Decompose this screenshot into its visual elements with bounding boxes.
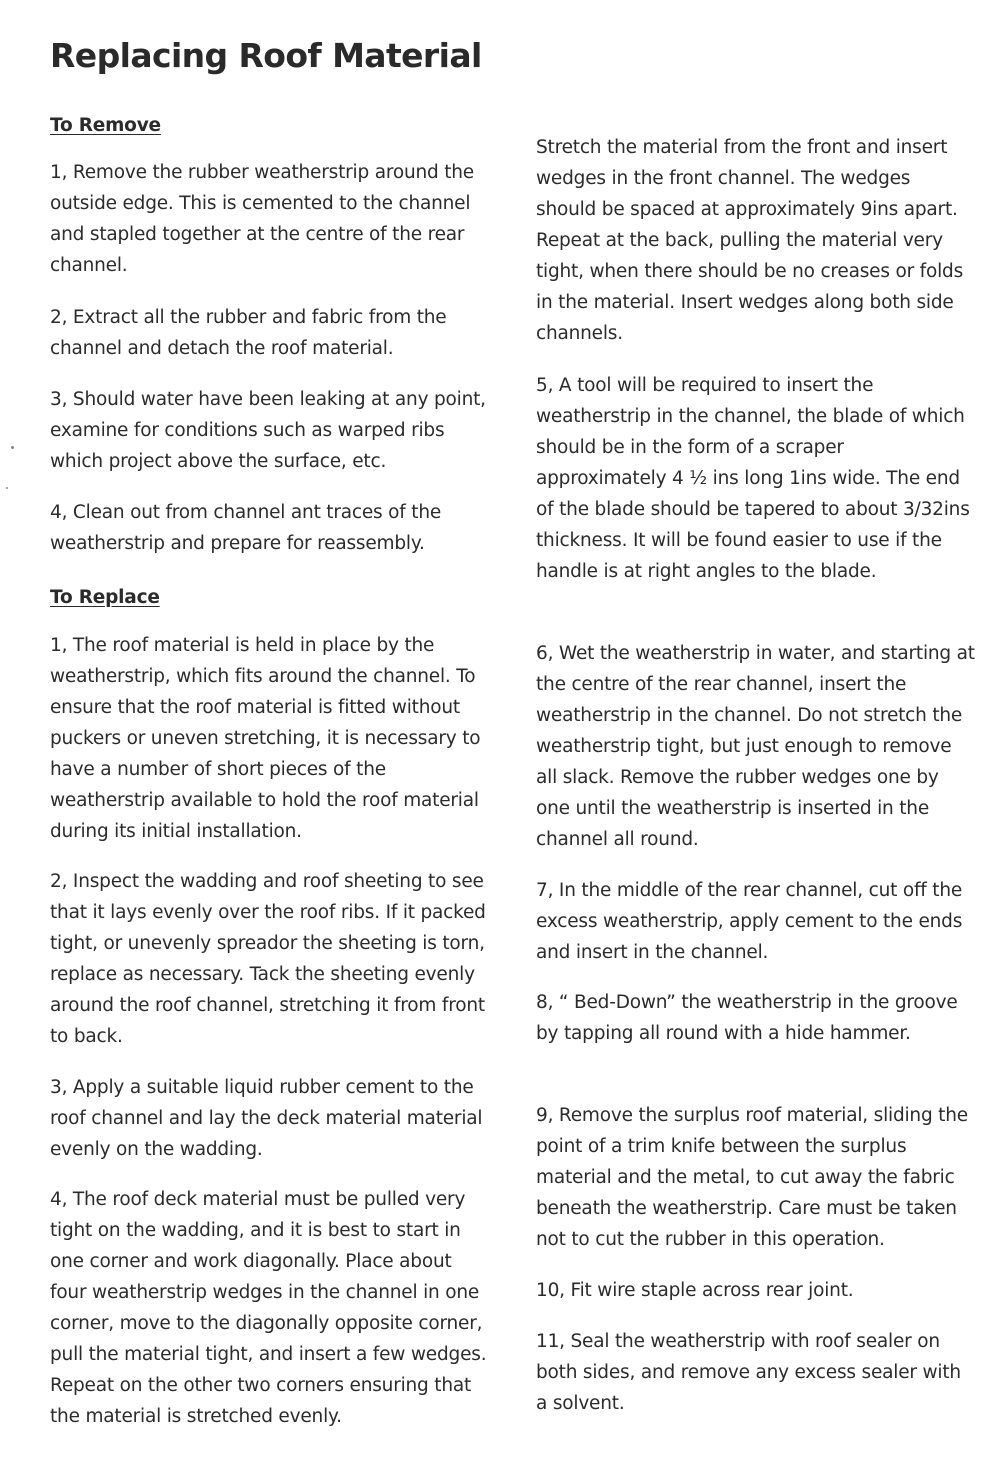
remove-step-4: 4, Clean out from channel ant traces of the weatherstrip and prepare for reassembly. <box>50 502 442 554</box>
page-title: Replacing Roof Material <box>50 36 482 75</box>
replace-step-4-continued: Stretch the material from the front and insert wedges in the front channel. The wedges should be spaced at approximately 9ins apart. Repeat at the back, pulling the material very tight, when there should be no creases or folds in the material. Insert wedges along both side channels. <box>536 137 964 344</box>
replace-heading: To Replace <box>50 587 160 608</box>
replace-step-8: 8, “ Bed-Down” the weatherstrip in the groove by tapping all round with a hide hammer. <box>536 992 958 1044</box>
replace-step-6: 6, Wet the weatherstrip in water, and starting at the centre of the rear channel, insert the weatherstrip in the channel. Do not stretch the weatherstrip tight, but just enough to remove all slack. Remove the rubber wedges one by one until the weatherstrip is inserted in the channel all round. <box>536 643 975 850</box>
replace-step-3: 3, Apply a suitable liquid rubber cement to the roof channel and lay the deck material material evenly on the wadding. <box>50 1077 483 1160</box>
replace-step-10: 10, Fit wire staple across rear joint. <box>536 1280 854 1301</box>
replace-step-1: 1, The roof material is held in place by the weatherstrip, which fits around the channel. To ensure that the roof material is fitted without puckers or uneven stretching, it is necessary to have a number of short pieces of the weatherstrip available to hold the roof material during its initial installation. <box>50 635 481 842</box>
replace-step-9: 9, Remove the surplus roof material, sliding the point of a trim knife between the surplus material and the metal, to cut away the fabric beneath the weatherstrip. Care must be taken not to cut the rubber in this operation. <box>536 1105 968 1250</box>
remove-step-3: 3, Should water have been leaking at any point, examine for conditions such as warped ribs which project above the surface, etc. <box>50 389 486 472</box>
remove-step-2: 2, Extract all the rubber and fabric from the channel and detach the roof material. <box>50 307 447 359</box>
scan-speck <box>6 487 8 489</box>
replace-step-4: 4, The roof deck material must be pulled very tight on the wadding, and it is best to start in one corner and work diagonally. Place about four weatherstrip wedges in the channel in one corner, move to the diagonally opposite corner, pull the material tight, and insert a few wedges. Repeat on the other two corners ensuring that the material is stretched evenly. <box>50 1189 487 1427</box>
replace-step-7: 7, In the middle of the rear channel, cut off the excess weatherstrip, apply cement to the ends and insert in the channel. <box>536 880 963 963</box>
remove-heading: To Remove <box>50 115 161 136</box>
replace-step-2: 2, Inspect the wadding and roof sheeting to see that it lays evenly over the roof ribs. If it packed tight, or unevenly spreador the sheeting is torn, replace as necessary. Tack the sheeting evenly around the roof channel, stretching it from front to back. <box>50 871 486 1047</box>
replace-step-5: 5, A tool will be required to insert the weatherstrip in the channel, the blade of which should be in the form of a scraper approximately 4 ½ ins long 1ins wide. The end of the blade should be tapered to about 3/32ins thickness. It will be found easier to use if the handle is at right angles to the blade. <box>536 375 970 582</box>
replace-step-11: 11, Seal the weatherstrip with roof sealer on both sides, and remove any excess sealer with a solvent. <box>536 1331 961 1414</box>
scan-speck <box>11 446 14 449</box>
remove-step-1: 1, Remove the rubber weatherstrip around the outside edge. This is cemented to the channel and stapled together at the centre of the rear channel. <box>50 162 474 276</box>
